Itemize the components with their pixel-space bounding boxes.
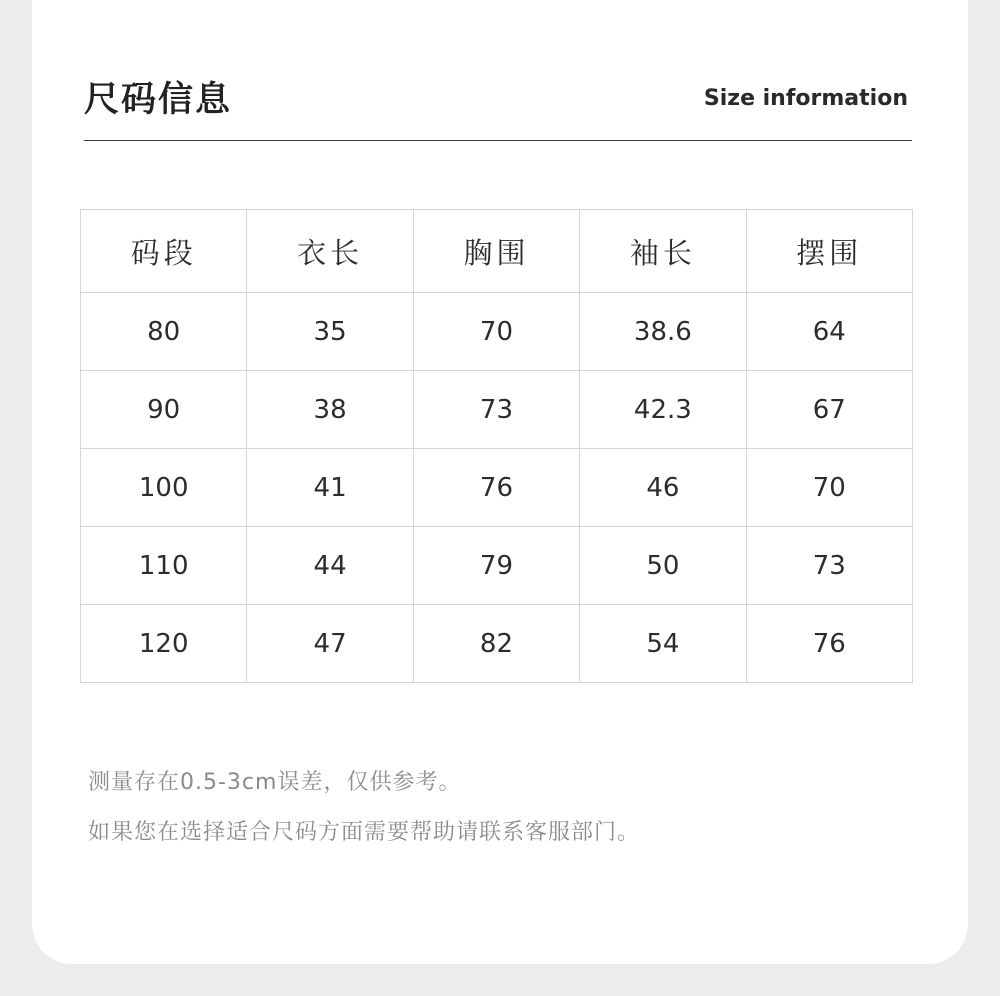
- table-cell: 110: [81, 527, 247, 605]
- notes: [88, 758, 640, 858]
- table-cell: 67: [746, 371, 912, 449]
- table-cell: 120: [81, 605, 247, 683]
- table-row: [81, 605, 913, 683]
- table-row: [81, 449, 913, 527]
- table-cell: 41: [247, 449, 413, 527]
- table-cell: 70: [413, 293, 579, 371]
- column-header: 码段: [81, 210, 247, 293]
- page-subtitle: Size information: [703, 86, 908, 111]
- column-header: 袖长: [580, 210, 746, 293]
- note-contact-support: 如果您在选择适合尺码方面需要帮助请联系客服部门。: [88, 820, 641, 845]
- note-measurement-error: 测量存在0.5-3cm误差，仅供参考。: [88, 770, 462, 795]
- table-cell: 44: [247, 527, 413, 605]
- column-header: 胸围: [413, 210, 579, 293]
- table-cell: 79: [413, 527, 579, 605]
- size-table: [80, 209, 913, 683]
- table-cell: 38: [247, 371, 413, 449]
- table-cell: 38.6: [580, 293, 746, 371]
- table-cell: 54: [580, 605, 746, 683]
- column-header: 摆围: [746, 210, 912, 293]
- table-cell: 47: [247, 605, 413, 683]
- table-cell: 90: [81, 371, 247, 449]
- table-cell: 100: [81, 449, 247, 527]
- table-cell: 82: [413, 605, 579, 683]
- table-row: [81, 527, 913, 605]
- section-header: [84, 70, 912, 141]
- page-title: 尺码信息: [84, 80, 233, 120]
- table-cell: 42.3: [580, 371, 746, 449]
- table-cell: 76: [413, 449, 579, 527]
- table-cell: 64: [746, 293, 912, 371]
- table-cell: 50: [580, 527, 746, 605]
- table-cell: 76: [746, 605, 912, 683]
- table-cell: 46: [580, 449, 746, 527]
- table-cell: 35: [247, 293, 413, 371]
- table-row: [81, 293, 913, 371]
- table-cell: 70: [746, 449, 912, 527]
- table-cell: 73: [746, 527, 912, 605]
- table-cell: 73: [413, 371, 579, 449]
- table-cell: 80: [81, 293, 247, 371]
- column-header: 衣长: [247, 210, 413, 293]
- table-row: [81, 371, 913, 449]
- table-header-row: [81, 210, 913, 293]
